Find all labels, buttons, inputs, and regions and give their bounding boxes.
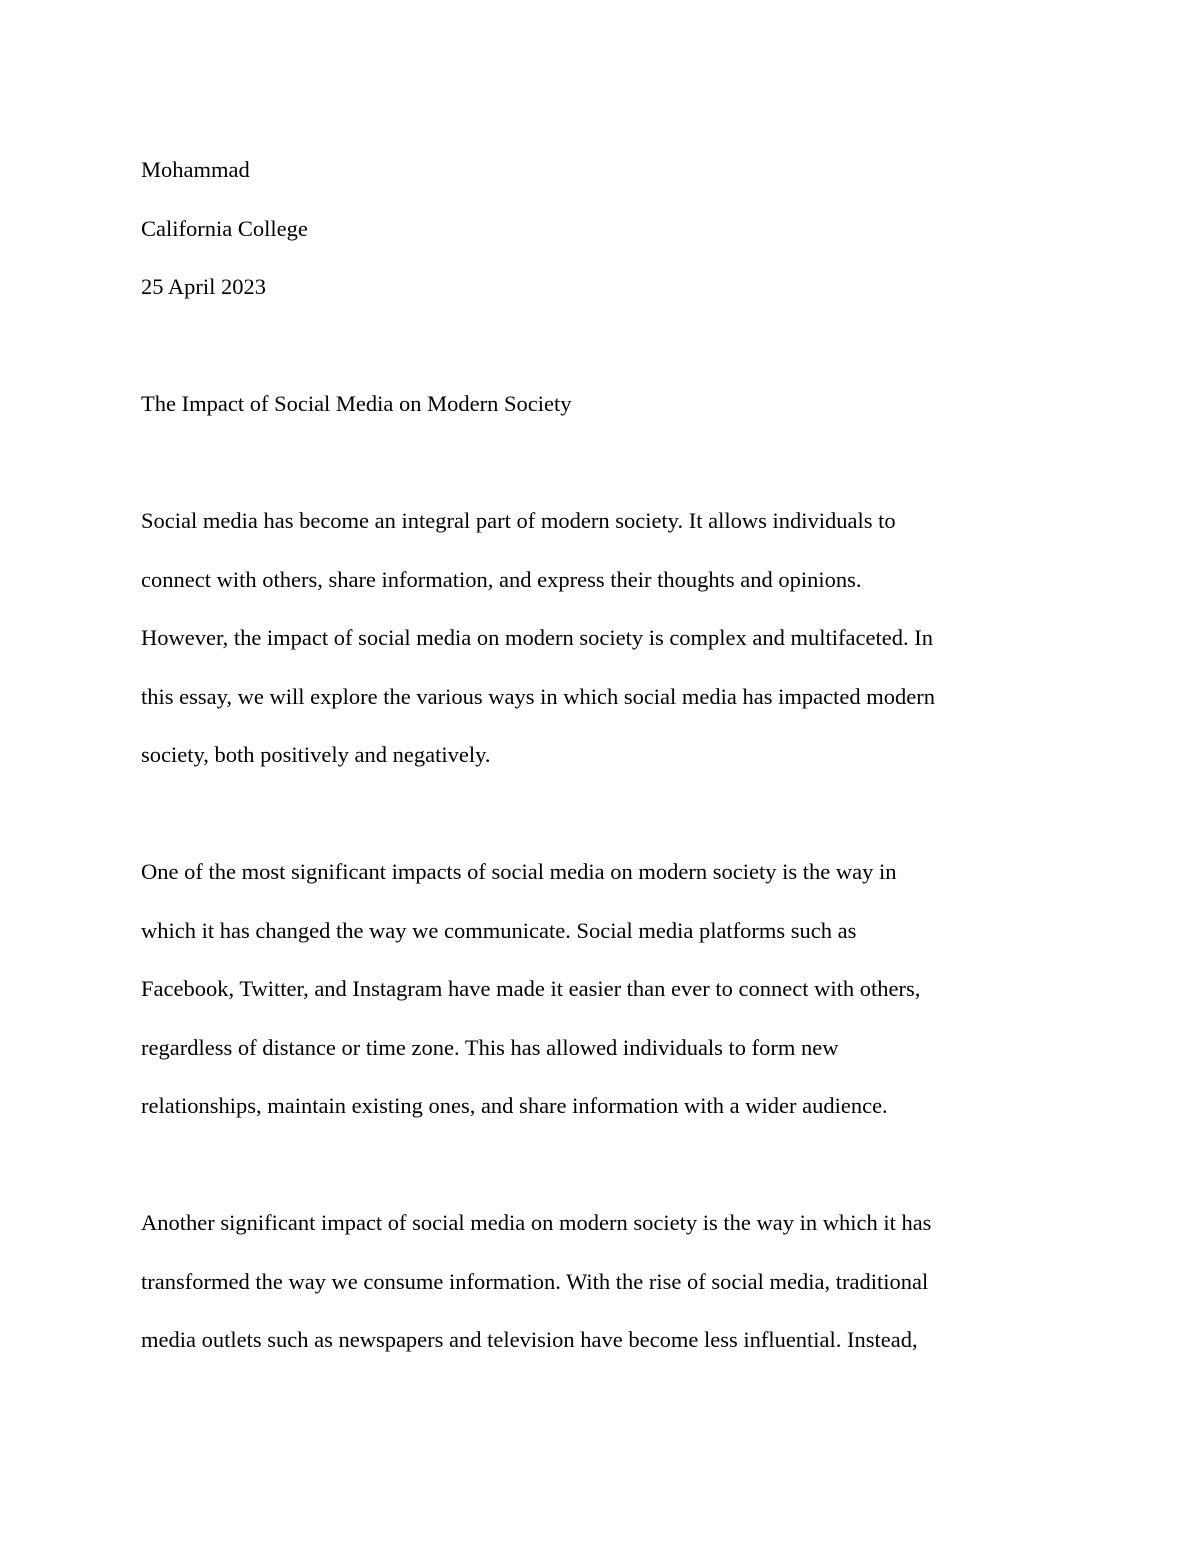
institution-name: California College [141, 215, 308, 241]
paragraph-intro [141, 492, 1061, 785]
text-line: One of the most significant impacts of social media on modern society is the way in [141, 859, 897, 884]
text-line: connect with others, share information, and express their thoughts and opinions. [141, 566, 862, 592]
text-line: which it has changed the way we communicate. Social media platforms such as [141, 917, 857, 943]
document-date: 25 April 2023 [141, 274, 267, 299]
text-line: transformed the way we consume information. With the rise of social media, traditional [141, 1268, 929, 1294]
text-line: However, the impact of social media on modern society is complex and multifaceted. In [141, 625, 933, 650]
paragraph-information [141, 1194, 1061, 1370]
text-line: Another significant impact of social media on modern society is the way in which it has [141, 1210, 932, 1235]
text-line: Social media has become an integral part of modern society. It allows individuals to [141, 508, 896, 533]
text-line: Facebook, Twitter, and Instagram have made it easier than ever to connect with others, [141, 976, 921, 1001]
author-name: Mohammad [141, 157, 250, 182]
essay-title: The Impact of Social Media on Modern Society [141, 391, 572, 416]
paragraph-communication [141, 843, 1061, 1136]
text-line: relationships, maintain existing ones, and share information with a wider audience. [141, 1093, 888, 1118]
text-line: this essay, we will explore the various ways in which social media has impacted modern [141, 683, 935, 709]
text-line: regardless of distance or time zone. This has allowed individuals to form new [141, 1034, 839, 1060]
document-body [141, 141, 1061, 1370]
text-line: media outlets such as newspapers and television have become less influential. Instead, [141, 1327, 918, 1352]
text-line: society, both positively and negatively. [141, 742, 491, 767]
